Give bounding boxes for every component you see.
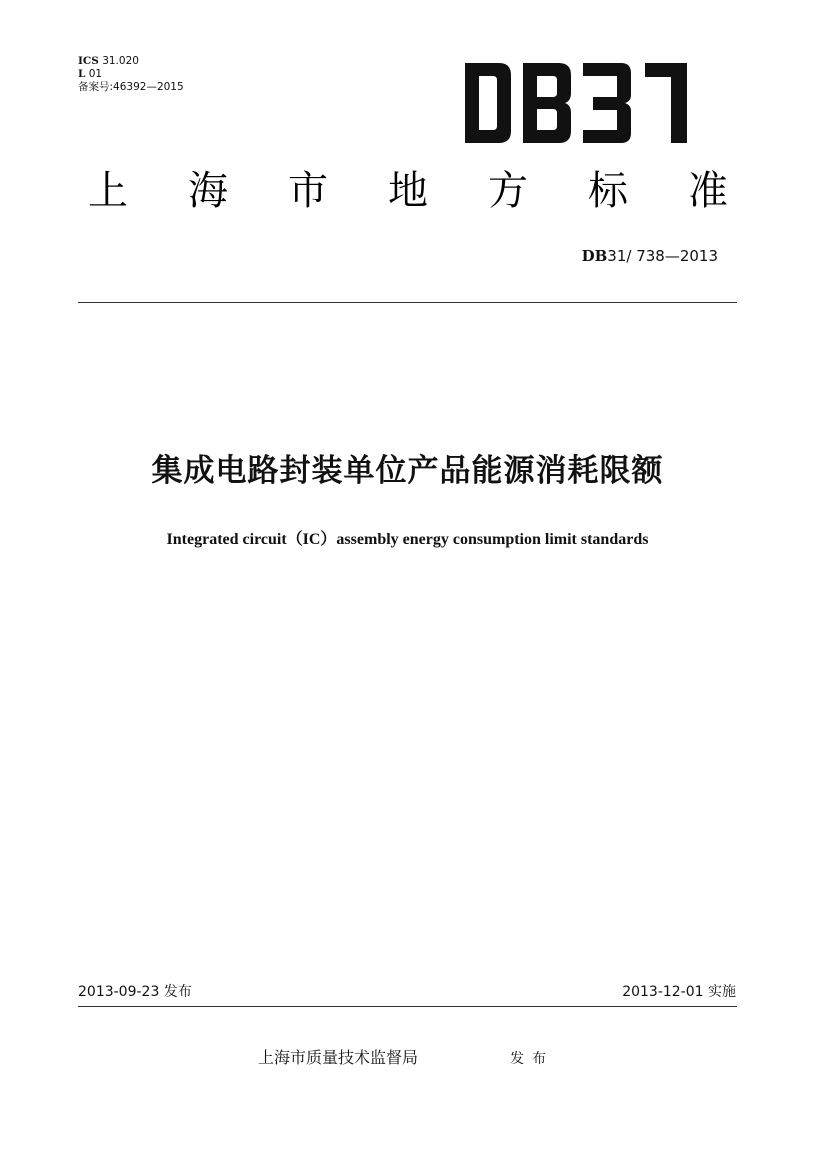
title-char: 市 [288, 168, 328, 214]
standard-type-title [88, 166, 728, 216]
header-divider [78, 302, 737, 303]
standard-number [582, 247, 718, 265]
effective-date: 2013-12-01 实施 [622, 984, 736, 1000]
publisher-name: 上海市质量技术监督局 [258, 1048, 419, 1067]
ccs-code: 01 [85, 68, 103, 80]
issue-date: 2013-09-23 发布 [78, 984, 192, 1000]
publish-label: 发布 [510, 1051, 554, 1067]
record-number: 备案号:46392—2015 [78, 81, 184, 93]
ics-code: 31.020 [98, 55, 139, 67]
title-char: 准 [688, 168, 728, 214]
ics-prefix: ICS [78, 55, 99, 67]
ccs-code-line [78, 68, 102, 80]
db31-logo [465, 63, 687, 143]
title-char: 地 [388, 168, 428, 214]
standard-number-prefix: DB [581, 247, 608, 265]
title-char: 海 [188, 168, 228, 214]
standard-number-rest: 31/ 738—2013 [607, 247, 718, 265]
ics-code-line [78, 55, 139, 67]
title-char: 上 [88, 168, 128, 214]
footer-divider [78, 1006, 737, 1007]
document-title-cn: 集成电路封装单位产品能源消耗限额 [151, 453, 664, 489]
document-title-en: Integrated circuit（IC）assembly energy consumption limit standards [166, 531, 649, 548]
title-char: 方 [488, 168, 528, 214]
title-char: 标 [588, 168, 628, 214]
ccs-prefix: L [78, 68, 86, 80]
